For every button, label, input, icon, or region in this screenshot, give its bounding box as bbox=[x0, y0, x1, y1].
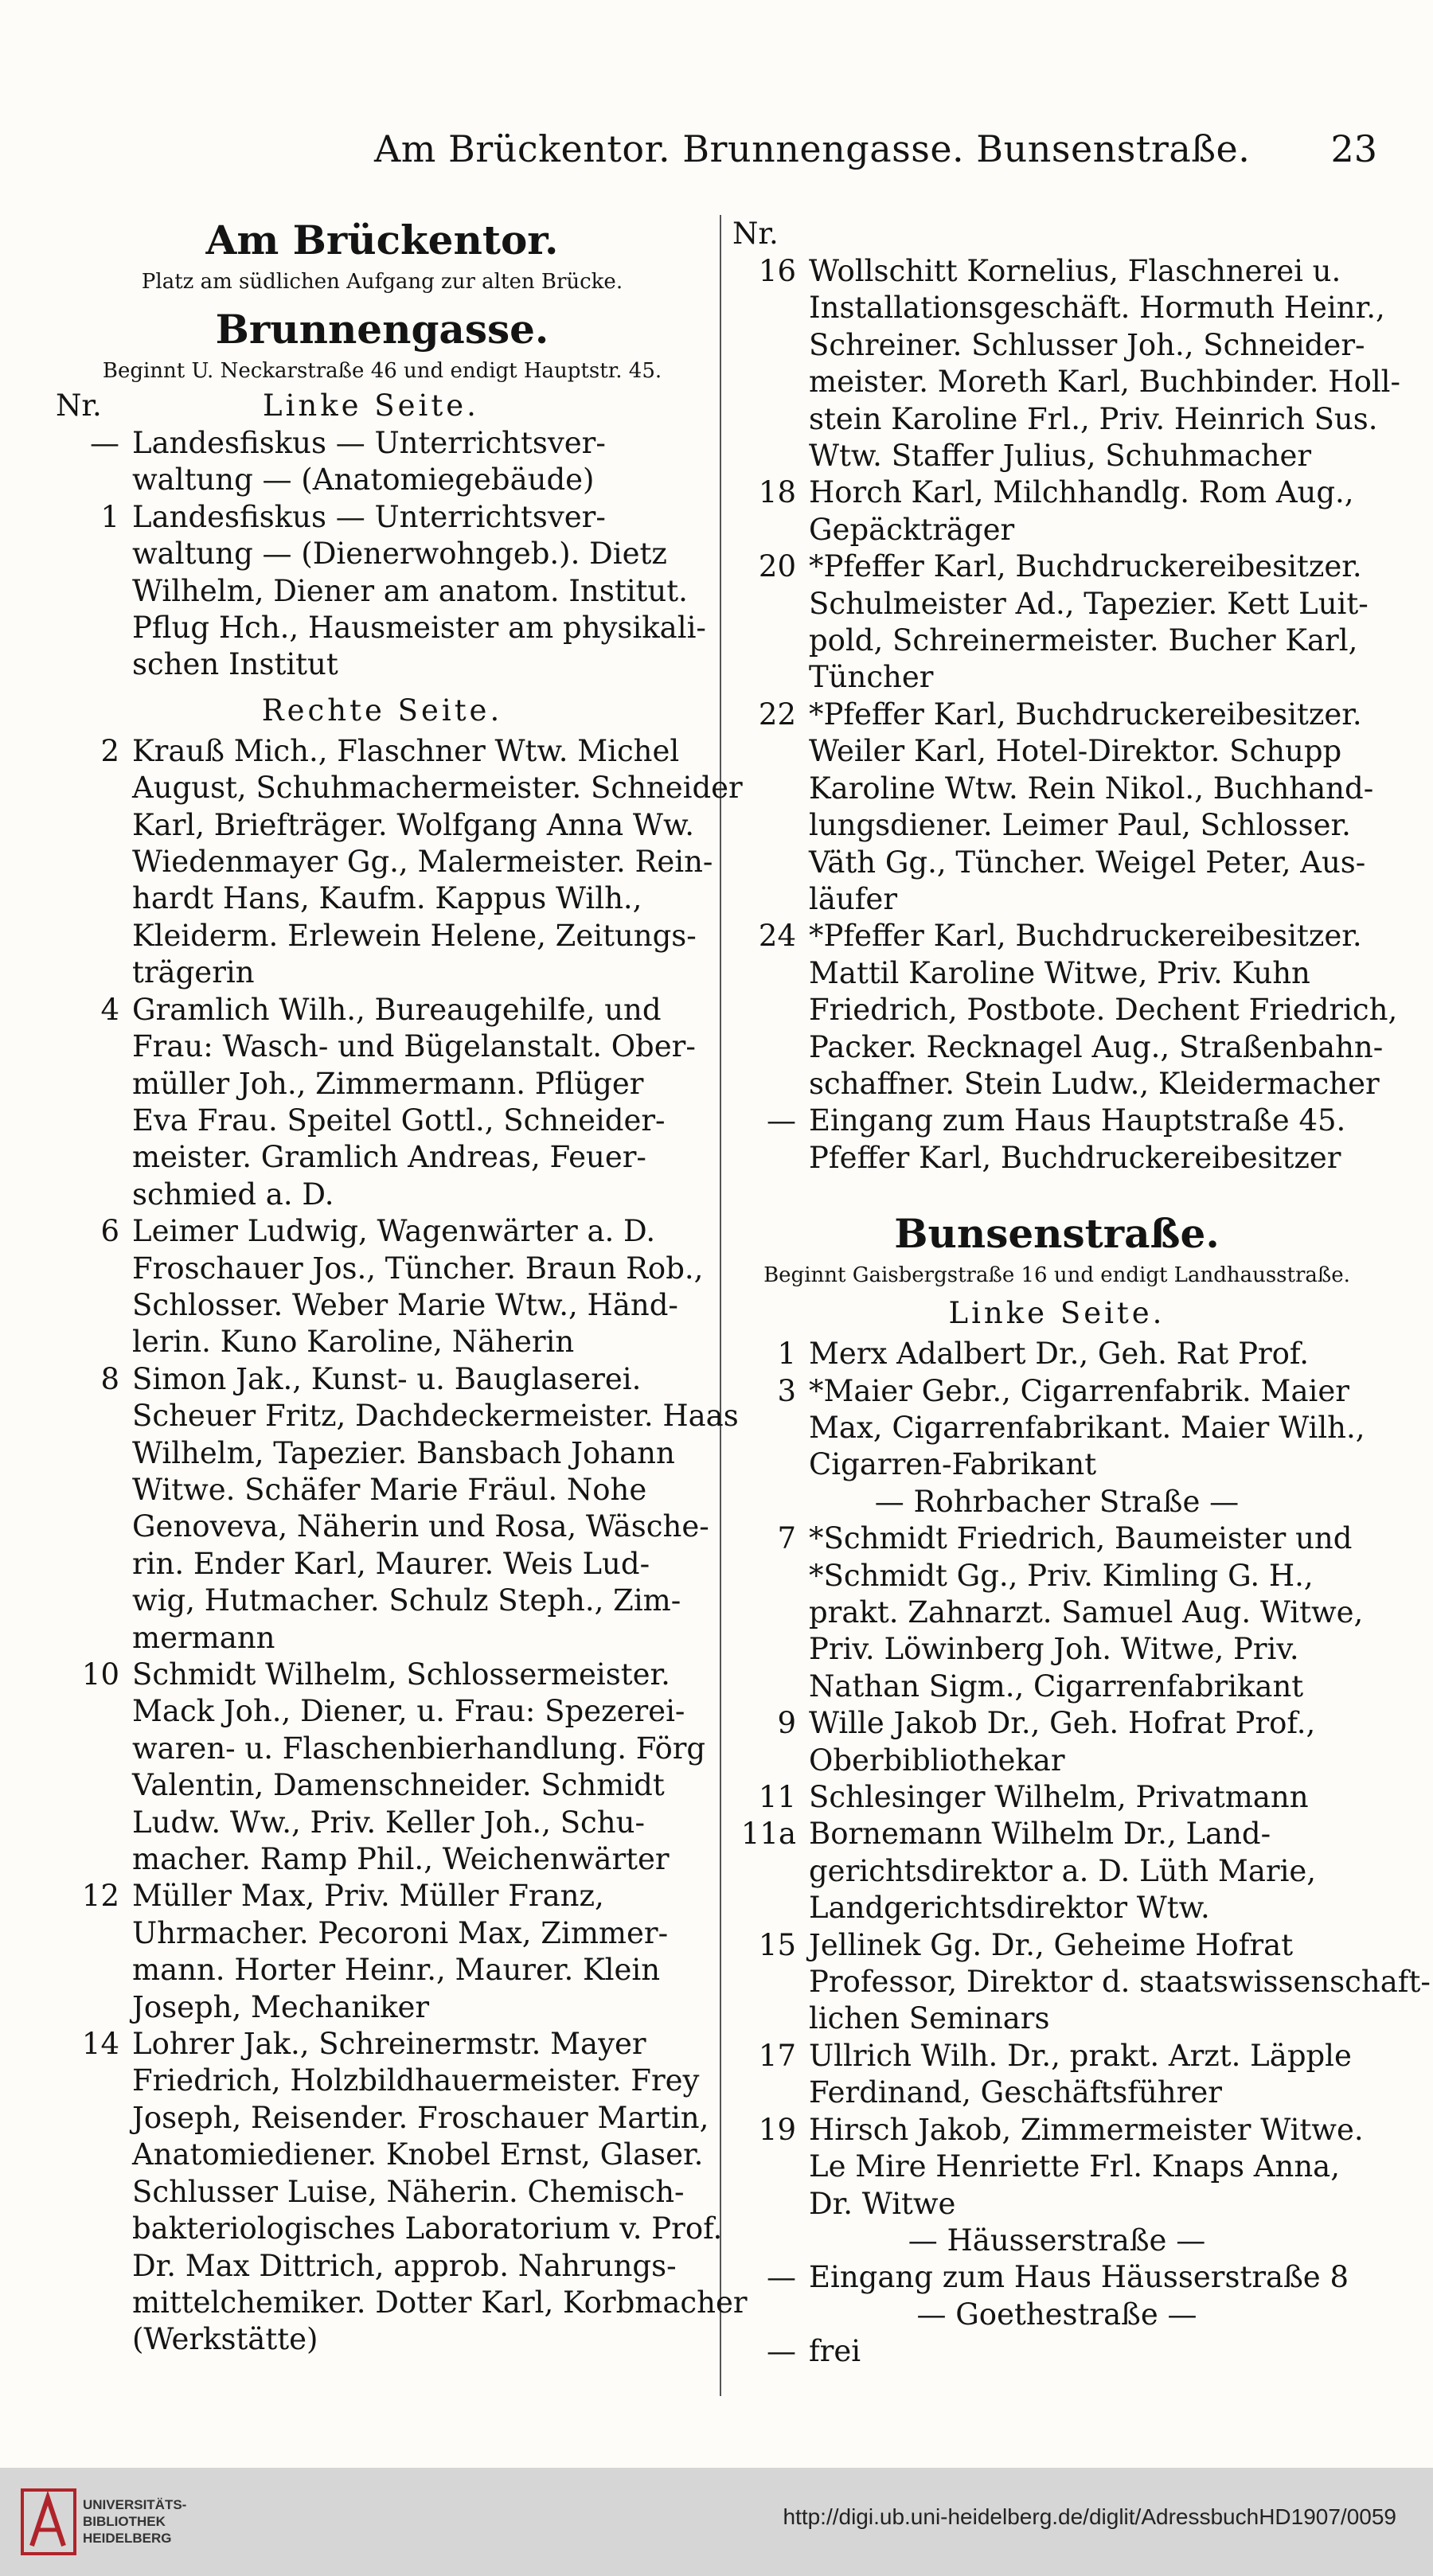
entry-line: *Maier Gebr., Cigarrenfabrik. Maier bbox=[809, 1373, 1349, 1408]
entry-line: Landesfiskus — Unterrichtsver- bbox=[132, 426, 606, 460]
house-number: 9 bbox=[777, 1706, 796, 1741]
entry-line: läufer bbox=[809, 881, 897, 916]
address-entry bbox=[732, 918, 1398, 1103]
entry-line: *Schmidt Gg., Priv. Kimling G. H., bbox=[809, 1558, 1314, 1593]
address-entry bbox=[732, 1103, 1381, 1177]
entry-line: schen Institut bbox=[132, 647, 338, 682]
entry-line: Joseph, Mechaniker bbox=[132, 1989, 430, 2024]
entry-line: waltung — (Dienerwohngeb.). Dietz bbox=[132, 537, 667, 572]
address-entry bbox=[56, 499, 709, 684]
entry-line: Mattil Karoline Witwe, Priv. Kuhn bbox=[809, 955, 1310, 990]
entry-line: Wille Jakob Dr., Geh. Hofrat Prof., bbox=[809, 1706, 1316, 1741]
entry-line: Gepäckträger bbox=[809, 512, 1015, 547]
section-note-brueckentor: Platz am südlichen Aufgang zur alten Brücke. bbox=[141, 270, 623, 294]
entry-line: lichen Seminars bbox=[809, 2001, 1050, 2036]
entry-text bbox=[132, 499, 709, 684]
entry-line: lungsdiener. Leimer Paul, Schlosser. bbox=[809, 808, 1351, 843]
entry-line: Eva Frau. Speitel Gottl., Schneider- bbox=[132, 1103, 666, 1138]
entry-text bbox=[132, 992, 709, 1213]
section-note-bunsenstrasse: Beginnt Gaisbergstraße 16 und endigt Landhausstraße. bbox=[763, 1263, 1350, 1288]
entry-line: macher. Ramp Phil., Weichenwärter bbox=[132, 1842, 670, 1877]
entry-line: Uhrmacher. Pecoroni Max, Zimmer- bbox=[132, 1915, 669, 1950]
entry-line: prakt. Zahnarzt. Samuel Aug. Witwe, bbox=[809, 1595, 1364, 1630]
house-number: 22 bbox=[758, 697, 796, 732]
running-title: Am Brückentor. Brunnengasse. Bunsenstraße. bbox=[374, 127, 1251, 170]
house-number: — bbox=[767, 2334, 796, 2369]
entry-line: Dr. Max Dittrich, approb. Nahrungs- bbox=[132, 2248, 677, 2283]
entry-line: Wilhelm, Tapezier. Bansbach Johann bbox=[132, 1435, 675, 1470]
entry-line: Landgerichtsdirektor Wtw. bbox=[809, 1891, 1210, 1926]
entry-line: August, Schuhmachermeister. Schneider bbox=[132, 771, 743, 806]
house-number: 17 bbox=[758, 2038, 796, 2073]
entry-text bbox=[132, 1657, 709, 1878]
house-number: 24 bbox=[758, 919, 796, 954]
entry-text bbox=[809, 474, 1381, 548]
entry-line: mittelchemiker. Dotter Karl, Korbmacher bbox=[132, 2285, 748, 2320]
entry-text bbox=[809, 253, 1400, 474]
cross-street-divider: — Goethestraße — bbox=[916, 2297, 1197, 2332]
entry-line: Joseph, Reisender. Froschauer Martin, bbox=[132, 2100, 709, 2135]
entry-line: Mack Joh., Diener, u. Frau: Spezerei- bbox=[132, 1694, 685, 1729]
entry-line: hardt Hans, Kaufm. Kappus Wilh., bbox=[132, 881, 642, 916]
entry-text bbox=[132, 1213, 709, 1361]
entry-line: Nathan Sigm., Cigarrenfabrikant bbox=[809, 1669, 1304, 1704]
house-number: 11 bbox=[758, 1780, 796, 1815]
entry-line: stein Karoline Frl., Priv. Heinrich Sus. bbox=[809, 401, 1378, 436]
entry-line: Ludw. Ww., Priv. Keller Joh., Schu- bbox=[132, 1805, 645, 1840]
entry-line: Anatomiediener. Knobel Ernst, Glaser. bbox=[132, 2137, 704, 2172]
entry-line: pold, Schreinermeister. Bucher Karl, bbox=[809, 623, 1358, 658]
entry-line: Oberbibliothekar bbox=[809, 1743, 1065, 1778]
entry-line: Krauß Mich., Flaschner Wtw. Michel bbox=[132, 733, 680, 768]
address-entry bbox=[56, 2026, 748, 2359]
entry-line: Wollschitt Kornelius, Flaschnerei u. bbox=[809, 254, 1341, 288]
entry-line: schaffner. Stein Ludw., Kleidermacher bbox=[809, 1066, 1380, 1101]
entry-line: lerin. Kuno Karoline, Näherin bbox=[132, 1325, 575, 1360]
house-number: 15 bbox=[758, 1927, 796, 1962]
address-entry bbox=[732, 474, 1381, 548]
side-heading-left: Linke Seite. bbox=[263, 388, 479, 423]
entry-line: wig, Hutmacher. Schulz Steph., Zim- bbox=[132, 1583, 681, 1618]
entry-text bbox=[809, 2112, 1381, 2223]
house-number: 4 bbox=[100, 992, 119, 1027]
house-number: 1 bbox=[100, 499, 119, 534]
entry-line: Schulmeister Ad., Tapezier. Kett Luit- bbox=[809, 586, 1369, 621]
house-number: 2 bbox=[100, 733, 119, 768]
house-number: 20 bbox=[758, 549, 796, 584]
entry-line: Schlesinger Wilhelm, Privatmann bbox=[809, 1780, 1309, 1815]
entry-line: Valentin, Damenschneider. Schmidt bbox=[132, 1768, 665, 1803]
house-number: — bbox=[90, 426, 119, 460]
entry-line: Professor, Direktor d. staatswissenschaft- bbox=[809, 1965, 1431, 2000]
entry-text bbox=[809, 2259, 1381, 2296]
entry-line: frei bbox=[809, 2334, 861, 2369]
house-number: 3 bbox=[777, 1373, 796, 1408]
entries-left-side bbox=[56, 425, 709, 684]
entry-line: Väth Gg., Tüncher. Weigel Peter, Aus- bbox=[809, 845, 1366, 880]
entry-line: Pfeffer Karl, Buchdruckereibesitzer bbox=[809, 1140, 1341, 1175]
house-number: 1 bbox=[777, 1337, 796, 1372]
house-number: 8 bbox=[100, 1361, 119, 1396]
entry-line: Müller Max, Priv. Müller Franz, bbox=[132, 1879, 604, 1914]
address-entry bbox=[732, 2112, 1381, 2223]
entry-text bbox=[809, 1779, 1381, 1816]
entry-line: Leimer Ludwig, Wagenwärter a. D. bbox=[132, 1214, 656, 1249]
entry-line: Horch Karl, Milchhandlg. Rom Aug., bbox=[809, 475, 1354, 510]
entry-text bbox=[809, 548, 1381, 697]
entry-line: meister. Moreth Karl, Buchbinder. Holl- bbox=[809, 365, 1401, 400]
entry-line: Landesfiskus — Unterrichtsver- bbox=[132, 499, 606, 534]
entry-line: Pflug Hch., Hausmeister am physikali- bbox=[132, 611, 706, 646]
entry-line: Froschauer Jos., Tüncher. Braun Rob., bbox=[132, 1251, 704, 1286]
address-entry bbox=[56, 733, 743, 992]
entry-line: Genoveva, Näherin und Rosa, Wäsche- bbox=[132, 1509, 709, 1544]
entry-text bbox=[809, 1373, 1381, 1484]
entry-line: mann. Horter Heinr., Maurer. Klein bbox=[132, 1953, 661, 1988]
section-title-brunnengasse: Brunnengasse. bbox=[215, 306, 549, 353]
address-entry bbox=[732, 1520, 1381, 1705]
entry-line: Ferdinand, Geschäftsführer bbox=[809, 2075, 1222, 2110]
entry-text bbox=[132, 1878, 709, 2026]
entry-line: Wilhelm, Diener am anatom. Institut. bbox=[132, 573, 688, 608]
house-number: 16 bbox=[758, 254, 796, 288]
address-entry bbox=[732, 1705, 1381, 1779]
cross-street-divider: — Häusserstraße — bbox=[908, 2223, 1206, 2258]
entry-line: waren- u. Flaschenbierhandlung. Förg bbox=[132, 1731, 706, 1766]
entries-bunsenstrasse bbox=[732, 1336, 1431, 2370]
left-column bbox=[56, 215, 748, 2359]
address-entry bbox=[732, 1816, 1381, 1926]
university-seal-icon bbox=[16, 2482, 83, 2562]
entry-line: Lohrer Jak., Schreinermstr. Mayer bbox=[132, 2027, 646, 2062]
side-heading-right: Rechte Seite. bbox=[261, 693, 503, 728]
entry-line: *Pfeffer Karl, Buchdruckereibesitzer. bbox=[809, 697, 1362, 732]
address-entry bbox=[732, 253, 1401, 474]
nr-label: Nr. bbox=[732, 217, 779, 251]
entry-text bbox=[809, 1103, 1381, 1177]
entry-text bbox=[809, 2038, 1381, 2112]
house-number: 19 bbox=[758, 2112, 796, 2147]
entry-line: Eingang zum Haus Hauptstraße 45. bbox=[809, 1103, 1346, 1138]
entry-text bbox=[132, 1361, 739, 1657]
entry-line: Friedrich, Postbote. Dechent Friedrich, bbox=[809, 993, 1398, 1028]
entry-line: Simon Jak., Kunst- u. Bauglaserei. bbox=[132, 1361, 642, 1396]
column-header bbox=[56, 387, 709, 425]
address-entry bbox=[56, 1361, 739, 1657]
entry-line: Wtw. Staffer Julius, Schuhmacher bbox=[809, 439, 1312, 474]
address-entry bbox=[732, 1336, 1381, 1372]
entry-line: *Pfeffer Karl, Buchdruckereibesitzer. bbox=[809, 919, 1362, 954]
entry-text bbox=[809, 2333, 1381, 2370]
entry-line: Installationsgeschäft. Hormuth Heinr., bbox=[809, 291, 1385, 326]
house-number: 11a bbox=[740, 1817, 796, 1852]
entry-text bbox=[132, 733, 743, 992]
entry-line: Wiedenmayer Gg., Malermeister. Rein- bbox=[132, 845, 713, 880]
entry-line: Scheuer Fritz, Dachdeckermeister. Haas bbox=[132, 1399, 739, 1434]
entry-text bbox=[809, 1336, 1381, 1372]
house-number: 7 bbox=[777, 1521, 796, 1556]
entry-line: Hirsch Jakob, Zimmermeister Witwe. bbox=[809, 2112, 1364, 2147]
entry-text bbox=[809, 1927, 1431, 2038]
address-entry bbox=[56, 425, 709, 499]
entry-line: meister. Gramlich Andreas, Feuer- bbox=[132, 1140, 646, 1175]
entry-line: Merx Adalbert Dr., Geh. Rat Prof. bbox=[809, 1337, 1310, 1372]
entry-line: Schreiner. Schlusser Joh., Schneider- bbox=[809, 327, 1365, 362]
address-entry bbox=[732, 1373, 1381, 1484]
entry-line: Witwe. Schäfer Marie Fräul. Nohe bbox=[132, 1472, 647, 1507]
address-entry bbox=[732, 548, 1381, 697]
entry-line: (Werkstätte) bbox=[132, 2322, 318, 2357]
entry-text bbox=[809, 1816, 1381, 1926]
house-number: 12 bbox=[81, 1879, 119, 1914]
entry-line: Gramlich Wilh., Bureaugehilfe, und bbox=[132, 992, 662, 1027]
entry-line: Bornemann Wilhelm Dr., Land- bbox=[809, 1817, 1271, 1852]
entry-line: Dr. Witwe bbox=[809, 2186, 956, 2221]
entry-line: Ullrich Wilh. Dr., prakt. Arzt. Läpple bbox=[809, 2038, 1352, 2073]
source-url-link[interactable]: http://digi.ub.uni-heidelberg.de/diglit/AdressbuchHD1907/0059 bbox=[783, 2504, 1396, 2529]
entry-line: Tüncher bbox=[809, 660, 934, 695]
side-heading-left: Linke Seite. bbox=[948, 1296, 1166, 1331]
entry-line: mermann bbox=[132, 1620, 275, 1655]
section-title-bunsenstrasse: Bunsenstraße. bbox=[894, 1210, 1220, 1258]
address-entry bbox=[732, 2333, 1381, 2370]
address-entry bbox=[56, 1657, 709, 1878]
address-entry bbox=[732, 2038, 1381, 2112]
entry-text bbox=[132, 2026, 748, 2359]
entry-line: bakteriologisches Laboratorium v. Prof. bbox=[132, 2211, 723, 2246]
cross-street-divider: — Rohrbacher Straße — bbox=[874, 1484, 1240, 1519]
entry-line: Kleiderm. Erlewein Helene, Zeitungs- bbox=[132, 918, 697, 953]
page-number: 23 bbox=[1330, 127, 1377, 170]
address-entry bbox=[56, 1213, 709, 1361]
entry-line: Packer. Recknagel Aug., Straßenbahn- bbox=[809, 1029, 1384, 1064]
house-number: 18 bbox=[758, 475, 796, 510]
entry-line: Schlusser Luise, Näherin. Chemisch- bbox=[132, 2174, 685, 2209]
library-name: UNIVERSITÄTS- BIBLIOTHEK HEIDELBERG bbox=[83, 2497, 187, 2546]
entry-line: rin. Ender Karl, Maurer. Weis Lud- bbox=[132, 1546, 650, 1581]
entry-line: waltung — (Anatomiegebäude) bbox=[132, 463, 595, 498]
entry-line: Max, Cigarrenfabrikant. Maier Wilh., bbox=[809, 1410, 1365, 1445]
entry-line: Priv. Löwinberg Joh. Witwe, Priv. bbox=[809, 1632, 1299, 1667]
entry-line: Weiler Karl, Hotel-Direktor. Schupp bbox=[809, 734, 1342, 769]
entry-line: Karl, Briefträger. Wolfgang Anna Ww. bbox=[132, 807, 694, 842]
house-number: 6 bbox=[100, 1214, 119, 1249]
entry-line: *Pfeffer Karl, Buchdruckereibesitzer. bbox=[809, 549, 1362, 584]
address-entry bbox=[732, 697, 1381, 918]
entries-brunnengasse-continued bbox=[732, 253, 1401, 1177]
nr-label: Nr. bbox=[56, 388, 102, 423]
entry-line: Frau: Wasch- und Bügelanstalt. Ober- bbox=[132, 1029, 696, 1064]
house-number: — bbox=[767, 1103, 796, 1138]
entry-text bbox=[809, 697, 1381, 918]
entry-line: Le Mire Henriette Frl. Knaps Anna, bbox=[809, 2149, 1340, 2184]
house-number: 14 bbox=[81, 2027, 119, 2062]
entry-line: Schmidt Wilhelm, Schlossermeister. bbox=[132, 1657, 670, 1692]
entry-line: Eingang zum Haus Häusserstraße 8 bbox=[809, 2260, 1349, 2295]
address-entry bbox=[56, 1878, 709, 2026]
entry-line: *Schmidt Friedrich, Baumeister und bbox=[809, 1521, 1353, 1556]
entry-text bbox=[809, 918, 1397, 1103]
section-note-brunnengasse: Beginnt U. Neckarstraße 46 und endigt Hauptstr. 45. bbox=[102, 359, 662, 383]
entry-line: trägerin bbox=[132, 955, 255, 990]
entry-text bbox=[132, 425, 709, 499]
address-entry bbox=[56, 992, 709, 1213]
entry-line: schmied a. D. bbox=[132, 1177, 334, 1212]
house-number: 10 bbox=[81, 1657, 119, 1692]
address-entry bbox=[732, 1927, 1431, 2038]
entry-text bbox=[809, 1520, 1381, 1705]
house-number: — bbox=[767, 2260, 796, 2295]
right-column bbox=[732, 215, 1431, 2371]
entry-line: Karoline Wtw. Rein Nikol., Buchhand- bbox=[809, 771, 1374, 806]
section-title-brueckentor: Am Brückentor. bbox=[205, 217, 559, 263]
entry-line: gerichtsdirektor a. D. Lüth Marie, bbox=[809, 1853, 1317, 1888]
entries-right-side bbox=[56, 733, 748, 2359]
entry-text bbox=[809, 1705, 1381, 1779]
entry-line: müller Joh., Zimmermann. Pflüger bbox=[132, 1066, 644, 1101]
address-entry bbox=[732, 2259, 1381, 2296]
address-entry bbox=[732, 1779, 1381, 1816]
entry-line: Friedrich, Holzbildhauermeister. Frey bbox=[132, 2063, 700, 2098]
entry-line: Cigarren-Fabrikant bbox=[809, 1447, 1097, 1482]
entry-line: Jellinek Gg. Dr., Geheime Hofrat bbox=[809, 1927, 1294, 1962]
entry-line: Schlosser. Weber Marie Wtw., Händ- bbox=[132, 1287, 678, 1322]
